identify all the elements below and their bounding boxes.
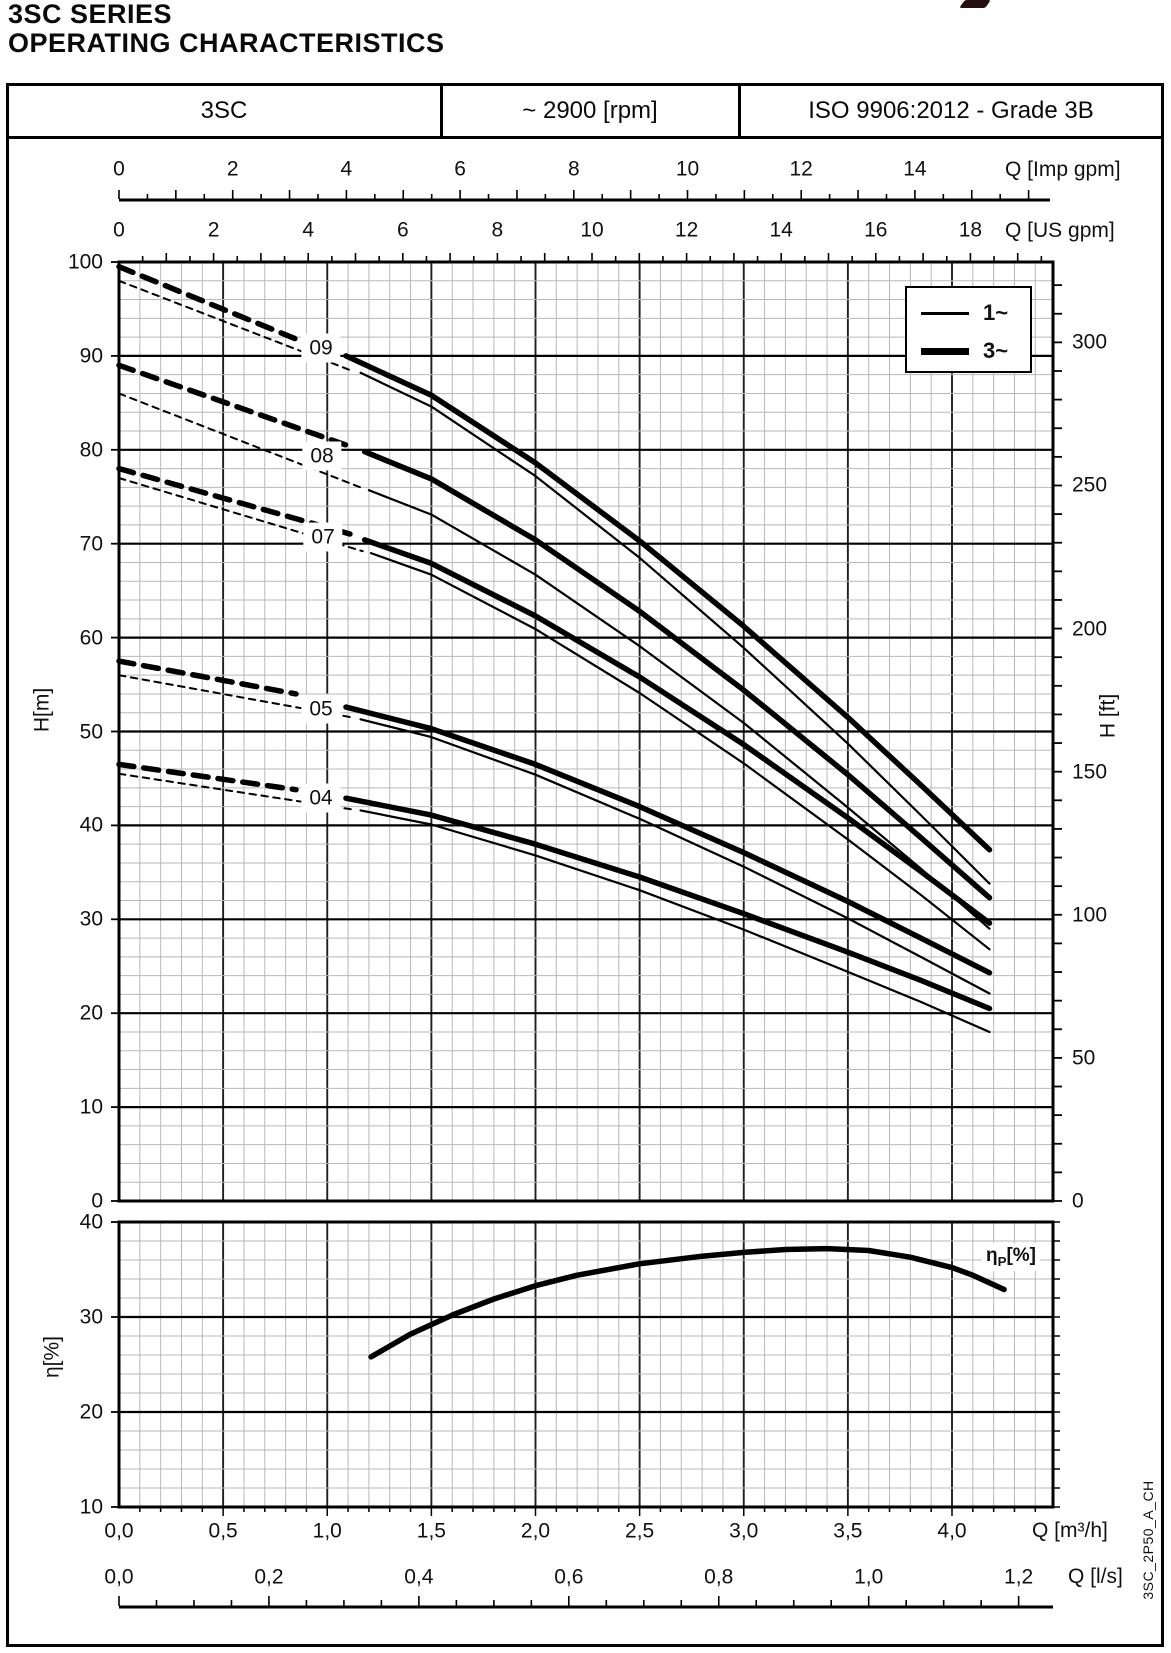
q-ls-tick-label: 1,2: [1004, 1565, 1034, 1589]
curve-label-09: 09: [301, 334, 340, 363]
q-m3h-tick-label: 2,5: [625, 1519, 655, 1543]
eta-tick-label: 10: [79, 1495, 103, 1519]
thick-line-icon: [921, 348, 969, 355]
curve-label-04: 04: [301, 784, 340, 813]
imp-gpm-tick-label: 8: [567, 157, 580, 181]
q-m3h-tick-label: 4,0: [937, 1519, 967, 1543]
h-m-tick-label: 90: [79, 344, 103, 368]
q-m3h-tick-label: 3,0: [729, 1519, 759, 1543]
drawing-code: 3SC_2P50_A_CH: [1140, 1480, 1156, 1600]
curve-09-3ph-dashed: [119, 267, 296, 339]
header-speed: ~ 2900 [rpm]: [522, 97, 658, 124]
h-ft-tick-label: 0: [1072, 1189, 1084, 1213]
h-m-tick-label: 0: [91, 1189, 103, 1213]
h-m-tick-label: 20: [79, 1001, 103, 1025]
us-gpm-axis-label: Q [US gpm]: [1005, 219, 1115, 242]
curve-label-05: 05: [301, 694, 340, 723]
q-m3h-tick-label: 1,5: [416, 1519, 446, 1543]
us-gpm-tick-label: 10: [580, 218, 604, 242]
q-ls-tick-label: 1,0: [854, 1565, 884, 1589]
legend-label-single: 1~: [983, 300, 1009, 325]
q-ls-axis-label: Q [l/s]: [1068, 1565, 1123, 1588]
h-m-tick-label: 70: [79, 532, 103, 556]
header-model: 3SC: [200, 97, 248, 124]
us-gpm-tick-label: 16: [864, 218, 888, 242]
page-title-line2: OPERATING CHARACTERISTICS: [8, 28, 445, 58]
h-m-tick-label: 60: [79, 626, 103, 650]
h-m-tick-label: 30: [79, 907, 103, 931]
q-m3h-axis-label: Q [m³/h]: [1032, 1519, 1108, 1542]
us-gpm-tick-label: 8: [491, 218, 504, 242]
eta-symbol: η: [985, 1245, 998, 1267]
h-m-tick-label: 80: [79, 438, 103, 462]
us-gpm-tick-label: 6: [396, 218, 409, 242]
q-m3h-tick-label: 1,0: [312, 1519, 342, 1543]
q-ls-tick-label: 0,2: [254, 1565, 284, 1589]
eta-tick-label: 30: [79, 1305, 103, 1329]
h-ft-tick-label: 100: [1072, 903, 1108, 927]
curve-04-1ph-solid: [361, 810, 990, 1032]
imp-gpm-axis-label: Q [Imp gpm]: [1005, 158, 1121, 181]
legend-label-three: 3~: [983, 338, 1009, 363]
imp-gpm-tick-label: 6: [454, 157, 466, 181]
h-m-axis-label: H[m]: [30, 687, 54, 733]
curve-04-3ph-solid: [346, 798, 990, 1008]
eff-plot-border: [119, 1222, 1053, 1507]
h-ft-tick-label: 300: [1072, 330, 1108, 354]
efficiency-curve: [371, 1249, 1004, 1357]
eta-axis-label: η[%]: [40, 1335, 64, 1379]
imp-gpm-tick-label: 2: [226, 157, 239, 181]
us-gpm-tick-label: 14: [769, 218, 793, 242]
thin-line-icon: [921, 312, 969, 315]
q-m3h-tick-label: 0,5: [208, 1519, 238, 1543]
h-ft-tick-label: 250: [1072, 473, 1108, 497]
curve-05-3ph-dashed: [119, 661, 296, 694]
h-m-tick-label: 50: [79, 720, 103, 743]
h-m-tick-label: 100: [67, 250, 103, 274]
h-m-tick-label: 40: [79, 813, 103, 837]
h-ft-axis-label: H [ft]: [1096, 693, 1120, 739]
curve-label-08: 08: [302, 442, 341, 471]
page-title-line1: 3SC SERIES: [8, 0, 173, 29]
h-m-tick-label: 10: [79, 1095, 103, 1119]
h-ft-tick-label: 200: [1072, 617, 1108, 641]
q-m3h-tick-label: 2,0: [520, 1519, 551, 1543]
q-ls-tick-label: 0,0: [104, 1565, 134, 1589]
imp-gpm-tick-label: 10: [675, 157, 700, 181]
eta-sub: P: [997, 1253, 1007, 1269]
q-ls-tick-label: 0,6: [554, 1565, 584, 1589]
q-ls-tick-label: 0,8: [704, 1565, 734, 1589]
curve-05-3ph-solid: [346, 707, 990, 973]
us-gpm-tick-label: 12: [674, 218, 699, 242]
legend: [905, 286, 1032, 373]
us-gpm-tick-label: 0: [113, 218, 125, 242]
imp-gpm-tick-label: 12: [789, 157, 813, 181]
us-gpm-tick-label: 18: [958, 218, 983, 242]
imp-gpm-tick-label: 0: [113, 157, 125, 181]
imp-gpm-tick-label: 4: [340, 157, 353, 181]
q-ls-tick-label: 0,4: [404, 1565, 434, 1589]
eta-tick-label: 40: [79, 1210, 103, 1234]
curve-label-07: 07: [303, 523, 342, 552]
eta-unit: [%]: [1006, 1245, 1037, 1267]
h-ft-tick-label: 150: [1072, 760, 1108, 784]
q-m3h-tick-label: 0,0: [104, 1519, 134, 1543]
eta-tick-label: 20: [79, 1400, 103, 1424]
q-m3h-tick-label: 3,5: [833, 1519, 863, 1543]
us-gpm-tick-label: 2: [207, 218, 220, 242]
header-standard: ISO 9906:2012 - Grade 3B: [808, 97, 1094, 124]
curve-09-3ph-solid: [346, 356, 990, 850]
efficiency-curve-label: [982, 1243, 1040, 1271]
us-gpm-tick-label: 4: [302, 218, 315, 242]
h-ft-tick-label: 50: [1072, 1046, 1096, 1070]
imp-gpm-tick-label: 14: [903, 157, 927, 181]
